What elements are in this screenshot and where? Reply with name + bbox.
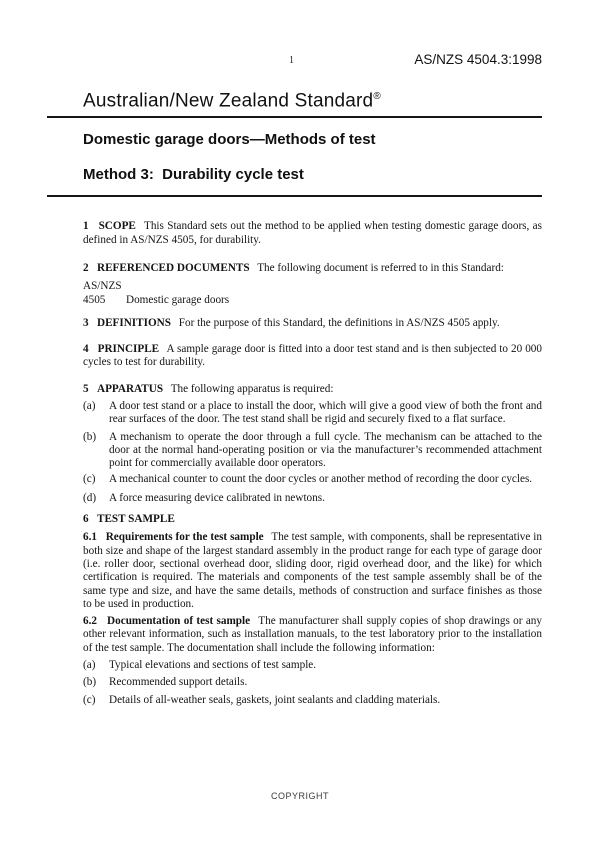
documentation-item-b xyxy=(83,676,542,689)
clause-6-2-text: The manufacturer shall supply copies of shop drawings or any other relevant information, such as installation manuals, to the test laboratory prior to the installation of the test sample. The documentation shall include the following information: xyxy=(83,615,542,654)
page-header xyxy=(83,53,542,66)
section-principle xyxy=(83,343,542,370)
list-label: (d) xyxy=(83,491,97,504)
clause-6-1-text: The test sample, with components, shall be representative in both size and shape of the largest standard assembly in the product range for each type of garage door (i.e. roller door, sectional overhead door, sliding door, rigid overhead door, and the like) for which certification is required. The materials and components of the test sample assembly shall be of the same type and size, and have the same details, methods of construction and surface finishes as those to be used in production. xyxy=(83,531,542,610)
reference-code: AS/NZS xyxy=(83,280,122,293)
list-text: A mechanism to operate the door through a full cycle. The mechanism can be attached to the door at the normal hand-operating position or via the manufacturer’s recommended attachment point for commercially available door operators. xyxy=(109,430,542,470)
list-label: (a) xyxy=(83,400,96,412)
masthead xyxy=(83,86,542,111)
doc-code: AS/NZS 4504.3:1998 xyxy=(414,52,542,67)
list-label: (a) xyxy=(83,659,96,672)
clause-6-1 xyxy=(83,531,542,611)
reference-number: 4505 xyxy=(83,293,106,306)
list-text: A force measuring device calibrated in newtons. xyxy=(109,491,325,504)
list-label: (c) xyxy=(83,693,96,706)
reference-entry xyxy=(83,294,542,307)
masthead-rule xyxy=(47,116,542,118)
list-text: A door test stand or a place to install the door, which will give a good view of both the front and rear surfaces of the door. The test stand shall be rigid and securely fixed to a flat surface. xyxy=(109,400,542,426)
apparatus-item-c xyxy=(83,473,542,486)
section-apparatus-heading: 5 APPARATUS xyxy=(83,382,164,395)
title-rule xyxy=(47,195,542,197)
reference-title: Domestic garage doors xyxy=(126,293,230,306)
section-principle-heading: 4 PRINCIPLE xyxy=(83,343,160,356)
section-test-sample xyxy=(83,513,542,526)
registered-trademark-symbol: ® xyxy=(373,91,381,102)
section-scope-heading: 1 SCOPE xyxy=(83,220,136,233)
list-label: (b) xyxy=(83,676,97,689)
clause-6-2 xyxy=(83,615,542,655)
section-referenced-documents xyxy=(83,262,542,275)
list-text: Recommended support details. xyxy=(109,676,248,689)
section-referenced-documents-heading: 2 REFERENCED DOCUMENTS xyxy=(83,261,250,274)
clause-6-1-heading: 6.1 Requirements for the test sample xyxy=(83,531,264,544)
section-apparatus xyxy=(83,383,542,396)
section-test-sample-heading: 6 TEST SAMPLE xyxy=(83,513,175,526)
section-definitions-heading: 3 DEFINITIONS xyxy=(83,316,171,329)
section-scope xyxy=(83,220,542,247)
section-definitions xyxy=(83,317,542,330)
apparatus-item-a xyxy=(83,400,542,427)
apparatus-item-d xyxy=(83,492,542,505)
section-apparatus-text: The following apparatus is required: xyxy=(170,382,334,395)
clause-6-2-heading: 6.2 Documentation of test sample xyxy=(83,615,251,628)
page-number: 1 xyxy=(289,55,294,66)
masthead-title: Australian/New Zealand Standard xyxy=(83,90,374,112)
section-referenced-documents-text: The following document is referred to in this Standard: xyxy=(257,261,504,274)
list-text: A mechanical counter to count the door cycles or another method of recording the door cycles. xyxy=(109,473,533,486)
list-text: Details of all-weather seals, gaskets, joint sealants and cladding materials. xyxy=(109,693,441,706)
section-scope-text: This Standard sets out the method to be applied when testing domestic garage doors, as defined in AS/NZS 4505, for durability. xyxy=(83,220,542,246)
list-text: Typical elevations and sections of test sample. xyxy=(109,659,317,672)
documentation-item-a xyxy=(83,659,542,672)
documentation-item-c xyxy=(83,694,542,707)
list-label: (b) xyxy=(83,430,97,443)
list-label: (c) xyxy=(83,473,96,486)
document-title: Domestic garage doors—Methods of test xyxy=(83,131,376,149)
section-definitions-text: For the purpose of this Standard, the definitions in AS/NZS 4505 apply. xyxy=(178,316,500,329)
section-principle-text: A sample garage door is fitted into a door test stand and is then subjected to 20 000 cycles to test for durability. xyxy=(83,343,542,369)
copyright-footer: COPYRIGHT xyxy=(270,791,329,801)
method-title: Method 3: Durability cycle test xyxy=(83,166,304,184)
apparatus-item-b xyxy=(83,431,542,471)
